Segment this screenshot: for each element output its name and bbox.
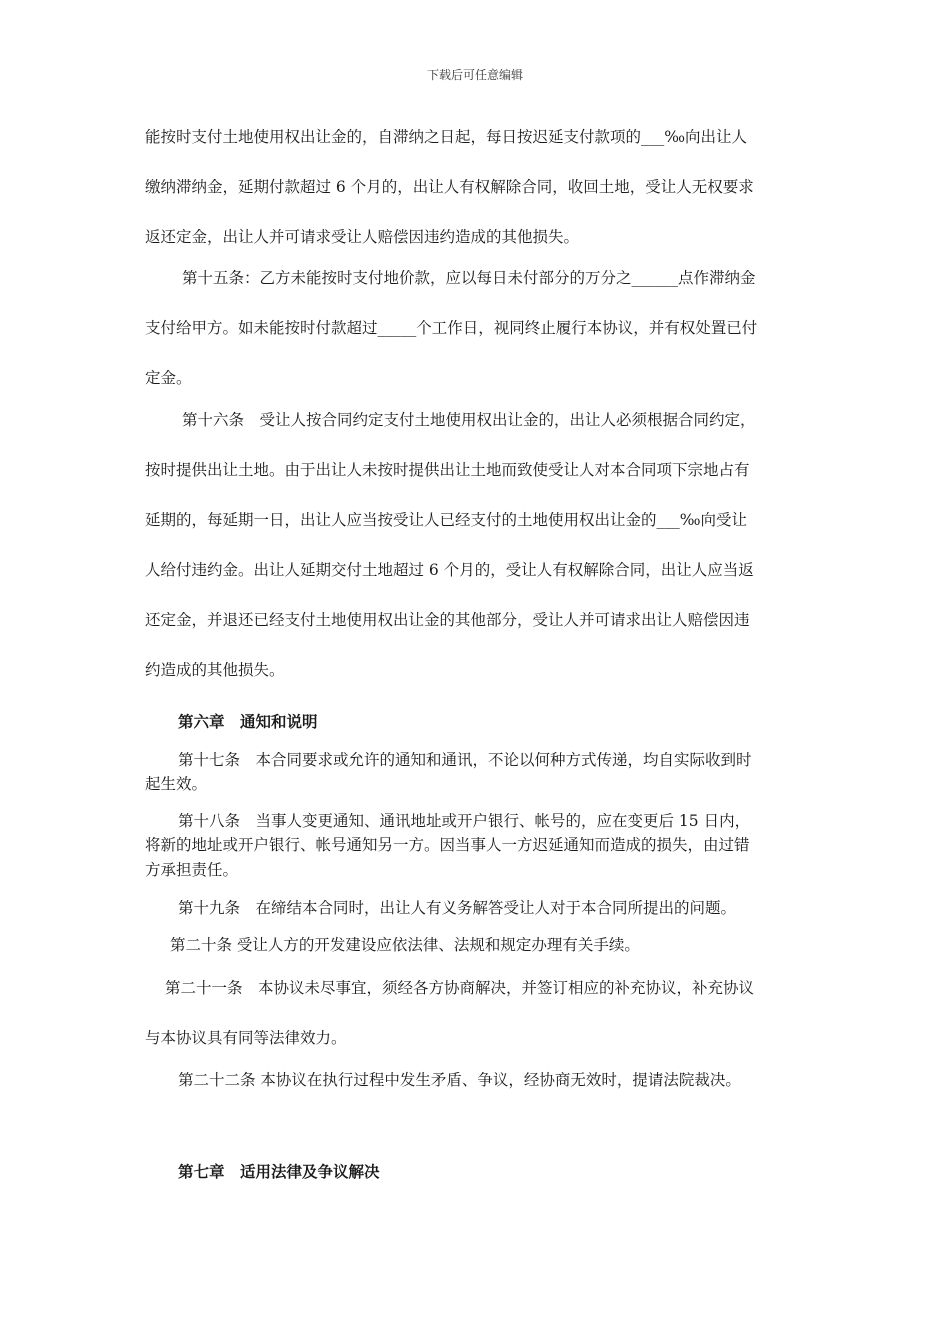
paragraph-line: 按时提供出让土地。由于出让人未按时提供出让土地而致使受让人对本合同项下宗地占有 <box>145 461 750 479</box>
article-17-line: 第十七条 本合同要求或允许的通知和通讯，不论以何种方式传递，均自实际收到时 <box>178 751 752 769</box>
article-16-line: 第十六条 受让人按合同约定支付土地使用权出让金的，出让人必须根据合同约定， <box>182 411 756 429</box>
paragraph-line: 定金。 <box>145 369 192 387</box>
paragraph-line: 人给付违约金。出让人延期交付土地超过 6 个月的，受让人有权解除合同，出让人应当返 <box>145 561 754 579</box>
paragraph-line: 约造成的其他损失。 <box>145 661 285 679</box>
paragraph-line: 支付给甲方。如未能按时付款超过_____个工作日，视同终止履行本协议，并有权处置已付 <box>145 319 758 337</box>
article-19-line: 第十九条 在缔结本合同时，出让人有义务解答受让人对于本合同所提出的问题。 <box>178 899 737 917</box>
chapter-6-heading: 第六章 通知和说明 <box>178 712 318 731</box>
page-header: 下载后可任意编辑 <box>426 68 523 82</box>
article-21-line: 第二十一条 本协议未尽事宜，须经各方协商解决，并签订相应的补充协议，补充协议 <box>165 979 755 997</box>
paragraph-line: 缴纳滞纳金，延期付款超过 6 个月的，出让人有权解除合同，收回土地，受让人无权要求 <box>145 178 754 196</box>
paragraph-line: 延期的，每延期一日，出让人应当按受让人已经支付的土地使用权出让金的___‰向受让 <box>145 511 748 529</box>
paragraph-line: 起生效。 <box>145 775 208 793</box>
article-22-line: 第二十二条 本协议在执行过程中发生矛盾、争议，经协商无效时，提请法院裁决。 <box>178 1071 741 1089</box>
paragraph-line: 返还定金，出让人并可请求受让人赔偿因违约造成的其他损失。 <box>145 228 580 246</box>
chapter-7-heading: 第七章 适用法律及争议解决 <box>178 1162 380 1181</box>
paragraph-line: 将新的地址或开户银行、帐号通知另一方。因当事人一方迟延通知而造成的损失，由过错 <box>145 836 750 854</box>
article-20-line: 第二十条 受让人方的开发建设应依法律、法规和规定办理有关手续。 <box>170 936 640 954</box>
article-15-line: 第十五条：乙方未能按时支付地价款，应以每日未付部分的万分之______点作滞纳金 <box>182 269 756 287</box>
paragraph-line: 与本协议具有同等法律效力。 <box>145 1029 347 1047</box>
article-18-line: 第十八条 当事人变更通知、通讯地址或开户银行、帐号的，应在变更后 15 日内， <box>178 812 751 830</box>
paragraph-line: 能按时支付土地使用权出让金的，自滞纳之日起，每日按迟延支付款项的___‰向出让人 <box>145 128 748 146</box>
paragraph-line: 方承担责任。 <box>145 861 239 879</box>
paragraph-line: 还定金，并退还已经支付土地使用权出让金的其他部分，受让人并可请求出让人赔偿因违 <box>145 611 750 629</box>
